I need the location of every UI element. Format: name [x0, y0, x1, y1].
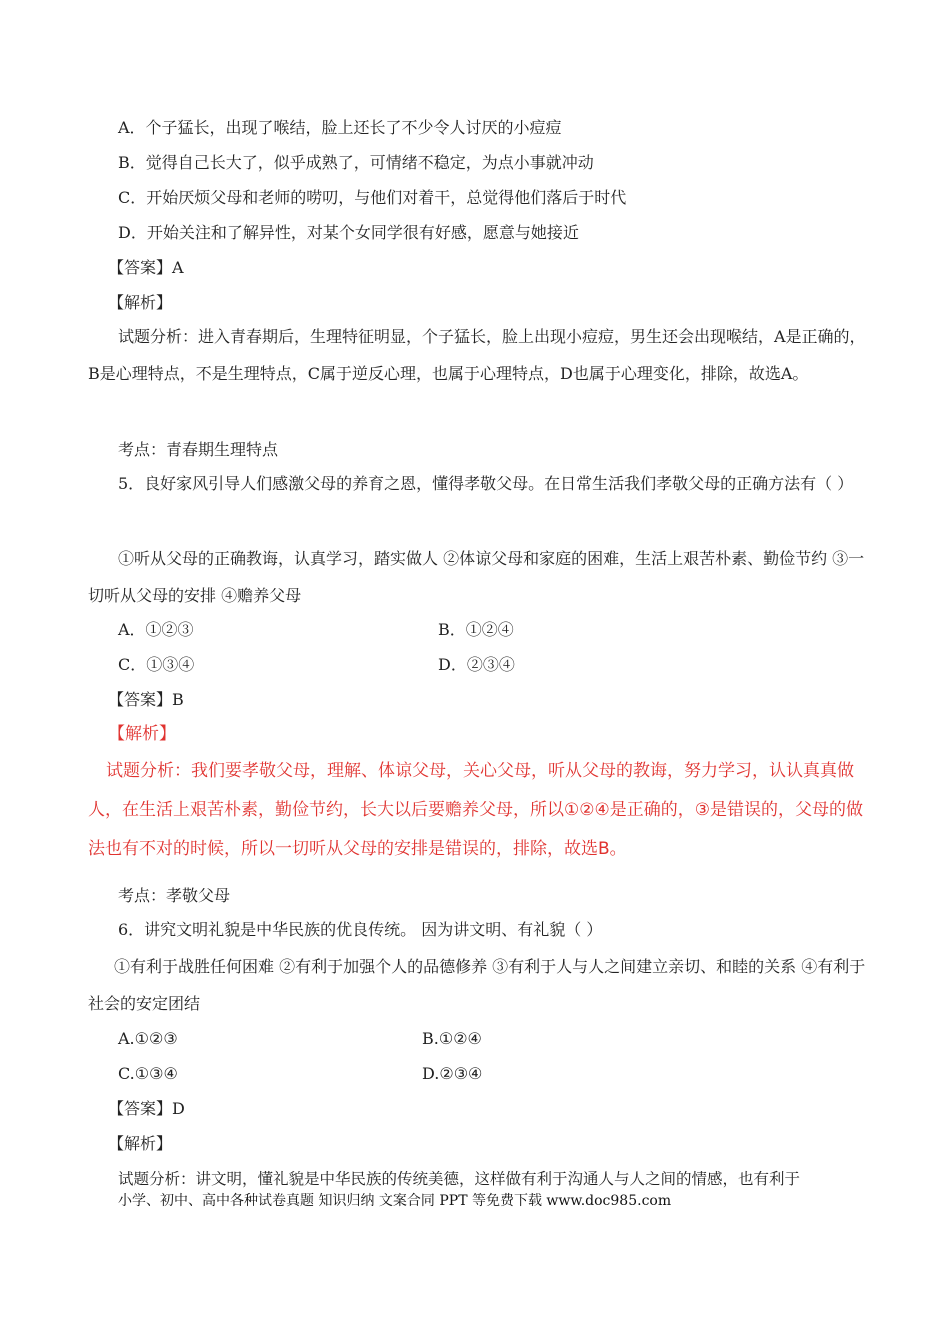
q6-option-a: A.①②③ [118, 1029, 178, 1048]
q4-knowledge-point: 考点：青春期生理特点 [118, 440, 279, 459]
page-footer: 小学、初中、高中各种试卷真题 知识归纳 文案合同 PPT 等免费下载 www.doc985.com [118, 1193, 672, 1209]
q6-analysis-text: 试题分析：讲文明，懂礼貌是中华民族的传统美德，这样做有利于沟通人与人之间的情感，也有利于 [118, 1170, 801, 1188]
q5-option-b: B．①②④ [438, 620, 514, 639]
q4-answer: 【答案】A [108, 258, 184, 277]
q4-analysis-label: 【解析】 [108, 293, 173, 312]
q6-option-b: B.①②④ [422, 1029, 482, 1048]
q5-stem: 5．良好家风引导人们感激父母的养育之恩，懂得孝敬父母。在日常生活我们孝敬父母的正确方法有（ ） [118, 474, 854, 493]
q4-analysis-text: 试题分析：进入青春期后，生理特征明显，个子猛长，脸上出现小痘痘，男生还会出现喉结，A是正确的，B是心理特点，不是生理特点，C属于逆反心理，也属于心理特点，D也属于心理变化，排除，故选A。 [88, 327, 866, 383]
q4-option-b: B．觉得自己长大了，似乎成熟了，可情绪不稳定，为点小事就冲动 [118, 153, 594, 172]
q6-stem: 6．讲究文明礼貌是中华民族的优良传统。 因为讲文明、有礼貌（ ） [118, 920, 603, 939]
q6-option-d: D.②③④ [422, 1064, 483, 1083]
q5-knowledge-point: 考点：孝敬父母 [118, 886, 231, 905]
q4-option-d: D．开始关注和了解异性，对某个女同学很有好感，愿意与她接近 [118, 223, 579, 242]
q4-option-a: A．个子猛长，出现了喉结，脸上还长了不少令人讨厌的小痘痘 [118, 118, 562, 137]
q5-option-d: D．②③④ [438, 655, 515, 674]
q5-analysis-text: 试题分析：我们要孝敬父母，理解、体谅父母，关心父母，听从父母的教诲，努力学习，认认真真做人，在生活上艰苦朴素，勤俭节约，长大以后要赡养父母，所以①②④是正确的，③是错误的，父母的做法也有不对的时候，所以一切听从父母的安排是错误的，排除，故选B。 [88, 761, 863, 859]
q4-option-c: C．开始厌烦父母和老师的唠叨，与他们对着干，总觉得他们落后于时代 [118, 188, 627, 207]
q6-answer: 【答案】D [108, 1099, 185, 1118]
q6-items: ①有利于战胜任何困难 ②有利于加强个人的品德修养 ③有利于人与人之间建立亲切、和睦的关系 ④有利于社会的安定团结 [88, 957, 866, 1013]
q5-option-a: A．①②③ [118, 620, 194, 639]
q5-analysis-label: 【解析】 [108, 724, 176, 744]
q6-option-c: C.①③④ [118, 1064, 178, 1083]
q5-option-c: C．①③④ [118, 655, 195, 674]
q5-items: ①听从父母的正确教诲，认真学习，踏实做人 ②体谅父母和家庭的困难，生活上艰苦朴素、勤俭节约 ③一切听从父母的安排 ④赡养父母 [88, 549, 865, 605]
q5-answer: 【答案】B [108, 690, 184, 709]
q6-analysis-label: 【解析】 [108, 1134, 173, 1153]
